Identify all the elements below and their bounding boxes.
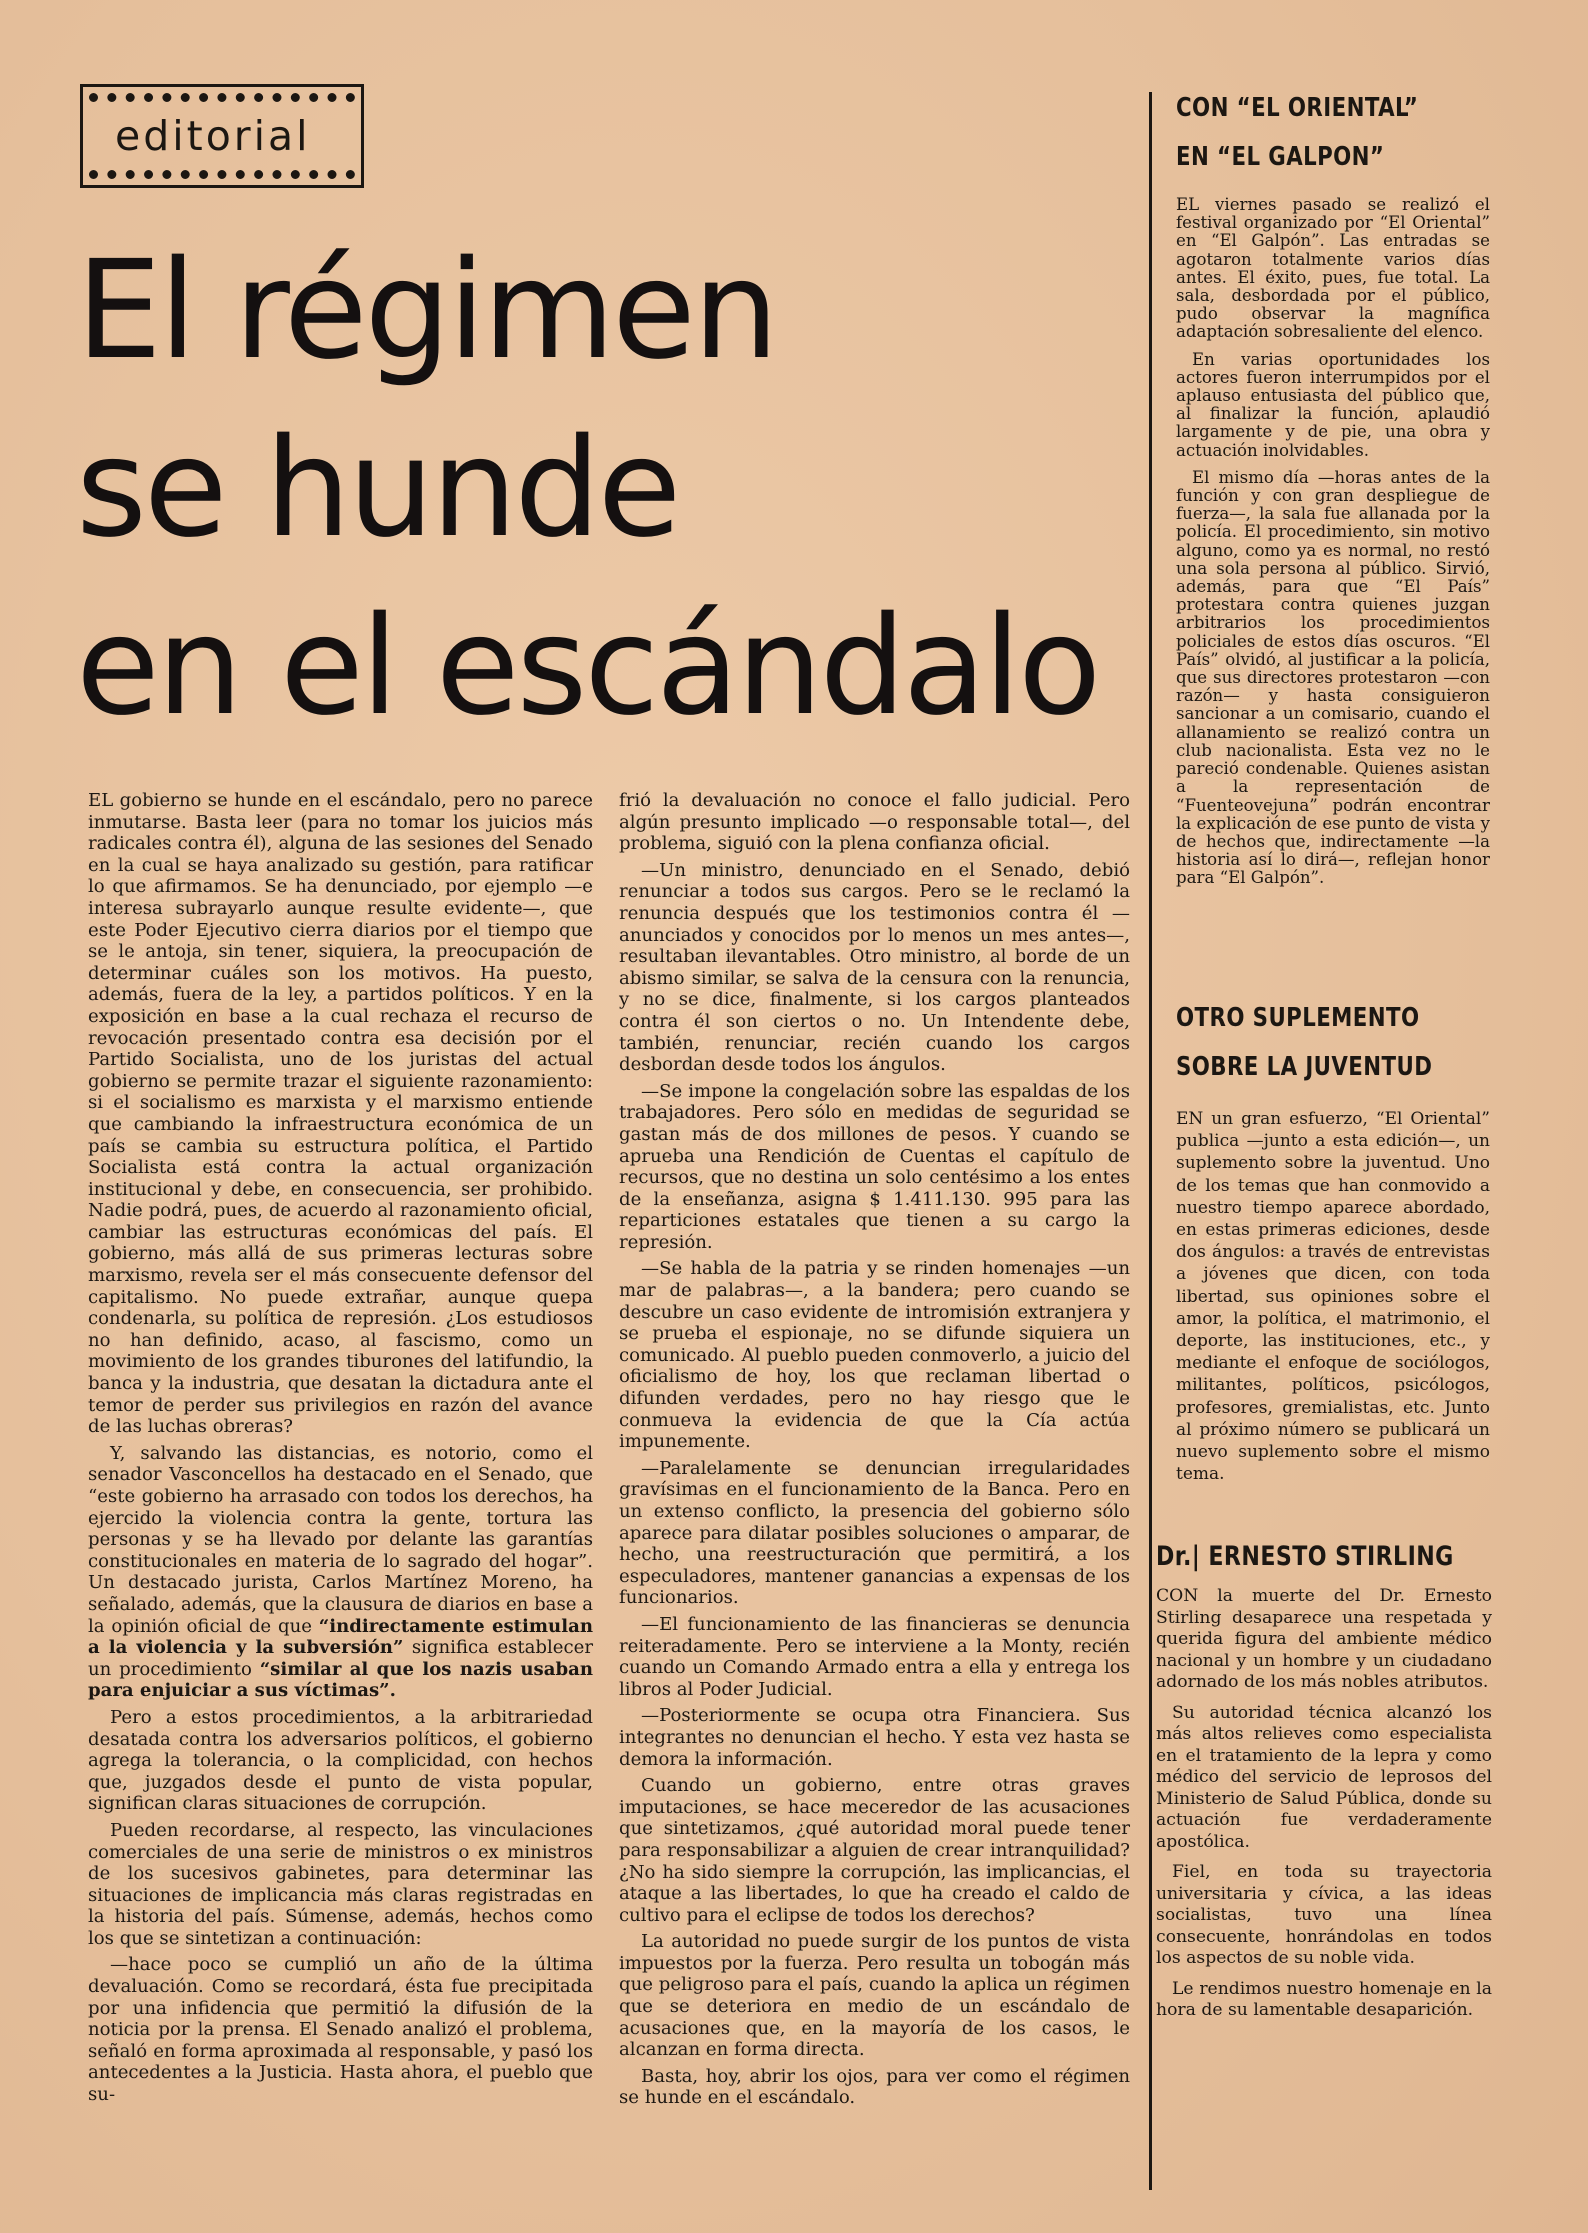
sidebar-title: OTRO SUPLEMENTO (1176, 1003, 1420, 1033)
sidebar-suplemento-juventud (1176, 994, 1490, 1494)
paragraph: —El funcionamiento de las financieras se denuncia reiteradamente. Pero se interviene a la Monty, recién cuando un Comando Armado entra a ella y entrega los libros al Poder Judicial. (619, 1613, 1130, 1700)
paragraph: —Posteriormente se ocupa otra Financiera. Sus integrantes no denuncian el hecho. Y esta vez hasta se demora la información. (619, 1705, 1130, 1770)
paragraph: Su autoridad técnica alcanzó los más altos relieves como especialista en el tratamiento de la lepra y como médico del servicio de leprosos del Ministerio de Salud Pública, donde su actuación fue verdaderamente apostólica. (1156, 1702, 1492, 1852)
sidebar-body (1156, 1586, 1492, 2022)
paragraph: CON la muerte del Dr. Ernesto Stirling desaparece una respetada y querida figura del ambiente médico nacional y un hombre y un ciudadano adornado de los más nobles atributos. (1156, 1586, 1492, 1692)
paragraph: —Se habla de la patria y se rinden homenajes —un mar de palabras—, a la bandera; pero cuando se descubre un caso evidente de intromisión extranjera y se prueba el espionaje, no se difunde siquiera un comunicado. Al pueblo pueden conmoverlo, a juicio del oficialismo de hoy, los que reclaman libertad o difunden verdades, pero no hay riesgo que le conmueva la evidencia de que la Cía actúa impunemente. (619, 1258, 1130, 1453)
paragraph: EL gobierno se hunde en el escándalo, pero no parece inmutarse. Basta leer (para no tomar los juicios más radicales contra él), alguna de las sesiones del Senado en la cual se haya analizado su gestión, para ratificar lo que afirmamos. Se ha denunciado, por ejemplo —e interesa subrayarlo aunque resulte evidente—, que este Poder Ejecutivo cierra diarios por el tiempo que se le antoja, sin tener, siquiera, la preocupación de determinar cuáles son los motivos. Ha puesto, además, fuera de la ley, a partidos políticos. Y en la exposición en base a la cual rechaza el recurso de revocación presentado contra esa decisión por el Partido Socialista, uno de los juristas del actual gobierno se permite trazar el siguiente razonamiento: si el socialismo es marxista y el marxismo entiende que cambiando la infraestructura económica de un país se cambia su estructura política, el Partido Socialista está contra la actual organización institucional y debe, en consecuencia, ser prohibido. Nadie podrá, pues, de acuerdo al razonamiento oficial, cambiar las estructuras económicas del país. El gobierno, más allá de sus primeras lecturas sobre marxismo, revela ser el más consecuente defensor del capitalismo. No puede extrañar, aunque quepa condenarla, su política de represión. ¿Los estudiosos no han definido, acaso, al fascismo, como un movimiento de los grandes tiburones del latifundio, la banca y la industria, que desatan la dictadura ante el temor de perder sus privilegios en razón del avance de las luchas obreras? (88, 790, 593, 1438)
paragraph (88, 1443, 593, 1702)
sidebar-body (1176, 196, 1490, 888)
editorial-tag-label: editorial (115, 112, 311, 160)
paragraph: Pero a estos procedimientos, a la arbitrariedad desatada contra los adversarios políticos, el gobierno agrega la tolerancia, o la complicidad, con hechos que, juzgados desde el punto de vista popular, significan claras situaciones de corrupción. (88, 1706, 593, 1815)
main-column-1 (88, 790, 593, 2111)
quote-bold: “indirectamente estimulan a la violencia y la subversión” (88, 1615, 593, 1659)
sidebar-oriental-galpon (1176, 84, 1490, 897)
paragraph-text: Y, salvando las distancias, es notorio, como el senador Vasconcellos ha destacado en el Senado, que “este gobierno ha arrasado con todos los derechos, ha ejercido la violencia contra la gente, tortura las personas y se ha llevado por delante las garantías constitucionales en materia de lo sagrado del hogar”. Un destacado jurista, Carlos Martínez Moreno, ha señalado, además, que la clausura de diarios en base a la opinión oficial de que (88, 1442, 593, 1637)
paragraph: La autoridad no puede surgir de los puntos de vista impuestos por la fuerza. Pero resulta un tobogán más que peligroso para el país, cuando la aplica un régimen que se deteriora en medio de un escándalo de acusaciones que, en la mayoría de los casos, le alcanzan en forma directa. (619, 1931, 1130, 2061)
paragraph: —Se impone la congelación sobre las espaldas de los trabajadores. Pero sólo en medidas de seguridad se gastan más de dos millones de pesos. Y cuando se aprueba una Rendición de Cuentas el capítulo de recursos, que no destina un solo centésimo a los entes de la enseñanza, asigna $ 1.411.130. 995 para las reparticiones estatales que tienen a su cargo la represión. (619, 1080, 1130, 1253)
paragraph: Pueden recordarse, al respecto, las vinculaciones comerciales de una serie de ministros o ex ministros de los sucesivos gabinetes, para determinar las situaciones de implicancia más claras registradas en la historia del país. Súmense, además, hechos como los que se sintetizan a continuación: (88, 1819, 593, 1949)
headline (76, 222, 1136, 756)
paragraph: El mismo día —horas antes de la función y con gran despliegue de fuerza—, la sala fue allanada por la policía. El procedimiento, sin motivo alguno, como ya es normal, no restó una sola persona al público. Sirvió, además, para que “El País” protestara contra quienes juzgan arbitrarios los procedimientos policiales de estos días oscuros. “El País” olvidó, al justificar a la policía, que sus directores protestaron —con razón— y hasta consiguieron sancionar a un comisario, cuando el allanamiento se realizó contra un club nacionalista. Esta vez no le pareció condenable. Quienes asistan a la representación de “Fuenteovejuna” podrán encontrar la explicación de ese punto de vista y de hechos que, indirectamente —la historia así lo dirá—, reflejan honor para “El Galpón”. (1176, 467, 1490, 888)
sidebar-ernesto-stirling (1156, 1536, 1492, 2031)
main-column-2 (619, 790, 1130, 2114)
paragraph: Cuando un gobierno, entre otras graves imputaciones, se hace meceredor de las acusaciones que sintetizamos, ¿qué autoridad moral puede tener para responsabilizar a alguien de crear intranquilidad? ¿No ha sido siempre la corrupción, las implicancias, el ataque a las libertades, lo que ha creado el caldo de cultivo para el eclipse de todos los derechos? (619, 1775, 1130, 1926)
paragraph: —Un ministro, denunciado en el Senado, debió renunciar a todos sus cargos. Pero se le reclamó la renuncia después que los testimonios contra él —anunciados y conocidos por lo menos un mes antes—, resultaban ilevantables. Otro ministro, al borde de un abismo similar, se salva de la censura con la renuncia, y no se dice, finalmente, si los cargos planteados contra él son ciertos o no. Un Intendente debe, también, renunciar, recién cuando los cargos desbordan desde todos los ángulos. (619, 859, 1130, 1076)
paragraph: En varias oportunidades los actores fueron interrumpidos por el aplauso entusiasta del público que, al finalizar la función, aplaudió largamente y de pie, una obra y actuación inolvidables. (1176, 349, 1490, 460)
paragraph: frió la devaluación no conoce el fallo judicial. Pero algún presunto implicado —o responsable total—, del problema, siguió con la plena confianza oficial. (619, 790, 1130, 855)
sidebar-title: Dr.| ERNESTO STIRLING (1156, 1541, 1454, 1572)
paragraph: Basta, hoy, abrir los ojos, para ver como el régimen se hunde en el escándalo. (619, 2065, 1130, 2109)
headline-line: se hunde (76, 410, 679, 568)
sidebar-title: SOBRE LA JUVENTUD (1176, 1052, 1433, 1082)
paragraph: EN un gran esfuerzo, “El Oriental” publica —junto a esta edición—, un suplemento sobre la juventud. Uno de los temas que han conmovido a nuestro tiempo aparece abordado, en estas primeras ediciones, desde dos ángulos: a través de entrevistas a jóvenes que dicen, con toda libertad, sus opiniones sobre el amor, la política, el matrimonio, el deporte, las instituciones, etc., y mediante el enfoque de sociólogos, militantes, políticos, psicólogos, profesores, gremialistas, etc. Junto al próximo número se publicará un nuevo suplemento sobre el mismo tema. (1176, 1109, 1490, 1485)
column-divider (1149, 92, 1152, 2190)
paragraph: EL viernes pasado se realizó el festival organizado por “El Oriental” en “El Galpón”. Las entradas se agotaron totalmente varios días antes. El éxito, pues, fue total. La sala, desbordada por el público, pudo observar la magnífica adaptación sobresaliente del elenco. (1176, 195, 1490, 342)
editorial-tag (80, 84, 364, 188)
sidebar-title: CON “EL ORIENTAL” (1176, 93, 1419, 123)
paragraph: —hace poco se cumplió un año de la última devaluación. Como se recordará, ésta fue precipitada por una infidencia que permitió la difusión de la noticia por la prensa. El Senado analizó el problema, señaló en forma aproximada al responsable, y pasó los antecedentes a la Justicia. Hasta ahora, el pueblo que su- (88, 1954, 593, 2106)
sidebar-body (1176, 1108, 1490, 1485)
paragraph: —Paralelamente se denuncian irregularidades gravísimas en el funcionamiento de la Banca. Pero en un extenso conflicto, la presencia del gobierno sólo aparece para dilatar posibles soluciones o amparar, de hecho, una reestructuración que permitirá, a los especuladores, mantener ganancias a expensas de los funcionarios. (619, 1457, 1130, 1609)
paragraph: Fiel, en toda su trayectoria universitaria y cívica, a las ideas socialistas, tuvo una línea consecuente, honrándolas en todos los aspectos de su noble vida. (1156, 1862, 1492, 1968)
headline-line: El régimen (76, 232, 777, 390)
sidebar-title: EN “EL GALPON” (1176, 142, 1385, 172)
quote-bold: “similar al que los nazis usaban para enjuiciar a sus víctimas”. (88, 1658, 593, 1702)
paragraph: Le rendimos nuestro homenaje en la hora de su lamentable desaparición. (1156, 1978, 1492, 2020)
headline-line: en el escándalo (76, 588, 1099, 746)
paragraph-text: significa establecer un procedimiento (88, 1637, 593, 1680)
